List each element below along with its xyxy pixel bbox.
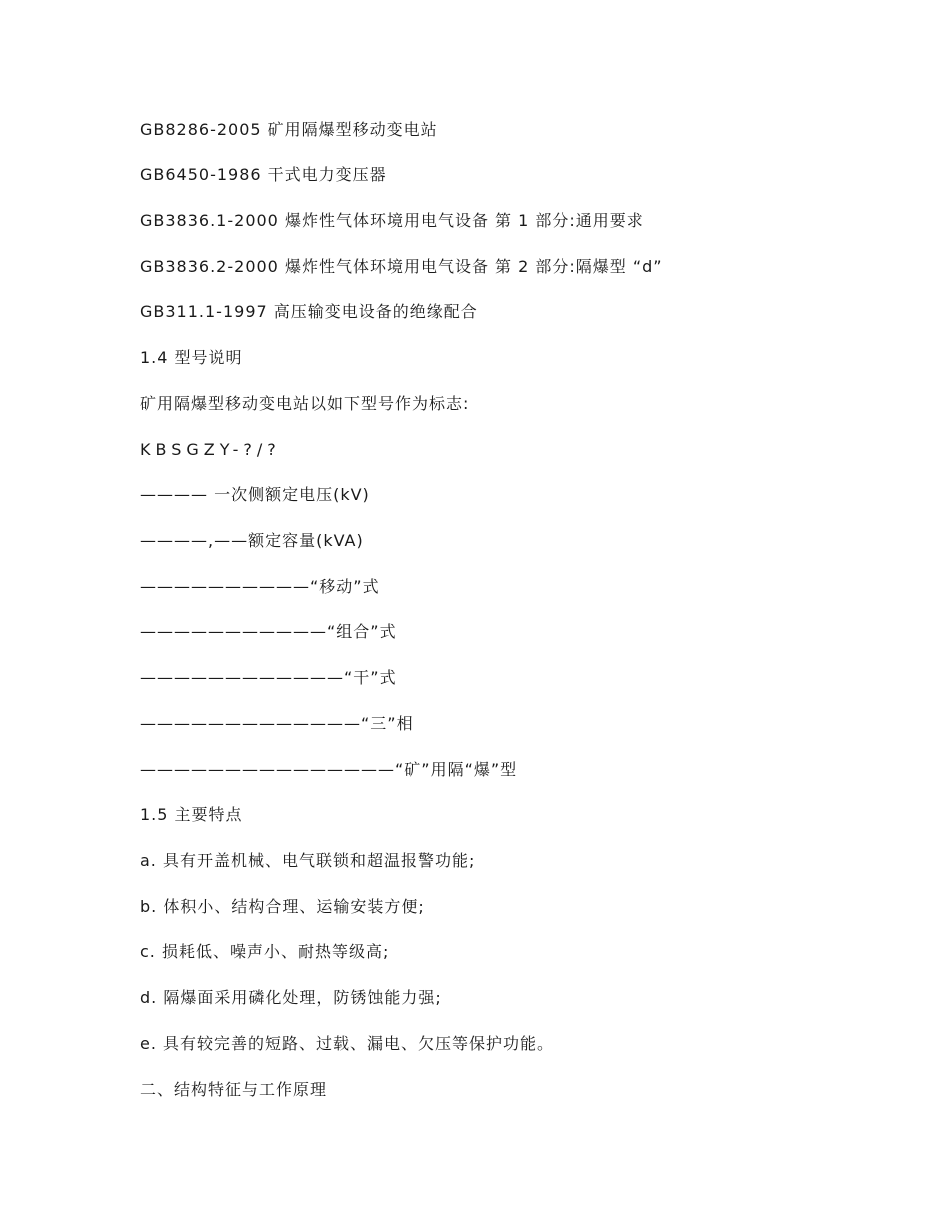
model-legend-capacity: ————,——额定容量(kVA) — [140, 531, 364, 550]
feature-item-a: a. 具有开盖机械、电气联锁和超温报警功能; — [140, 851, 476, 870]
model-intro-text: 矿用隔爆型移动变电站以如下型号作为标志: — [140, 394, 470, 413]
standard-gb3836-2: GB3836.2-2000 爆炸性气体环境用电气设备 第 2 部分:隔爆型 “d” — [140, 257, 663, 276]
standard-gb311-1: GB311.1-1997 高压输变电设备的绝缘配合 — [140, 302, 478, 321]
feature-item-d: d. 隔爆面采用磷化处理，防锈蚀能力强; — [140, 988, 442, 1007]
model-code: KBSGZY-?/? — [140, 440, 281, 459]
model-legend-dry: ————————————“干”式 — [140, 668, 397, 687]
model-legend-mobile: ——————————“移动”式 — [140, 577, 380, 596]
feature-item-c: c. 损耗低、噪声小、耐热等级高; — [140, 942, 390, 961]
model-legend-three-phase: —————————————“三”相 — [140, 714, 414, 733]
chapter-heading-2: 二、结构特征与工作原理 — [140, 1080, 328, 1099]
model-legend-voltage: ———— 一次侧额定电压(kV) — [140, 485, 370, 504]
standard-gb8286: GB8286-2005 矿用隔爆型移动变电站 — [140, 120, 438, 139]
standard-gb3836-1: GB3836.1-2000 爆炸性气体环境用电气设备 第 1 部分:通用要求 — [140, 211, 644, 230]
feature-item-b: b. 体积小、结构合理、运输安装方便; — [140, 897, 425, 916]
section-heading-1-5: 1.5 主要特点 — [140, 805, 243, 824]
section-heading-1-4: 1.4 型号说明 — [140, 348, 243, 367]
model-legend-combined: ———————————“组合”式 — [140, 622, 397, 641]
model-legend-mine-flameproof: ———————————————“矿”用隔“爆”型 — [140, 760, 518, 779]
standard-gb6450: GB6450-1986 干式电力变压器 — [140, 165, 387, 184]
feature-item-e: e. 具有较完善的短路、过载、漏电、欠压等保护功能。 — [140, 1034, 555, 1053]
